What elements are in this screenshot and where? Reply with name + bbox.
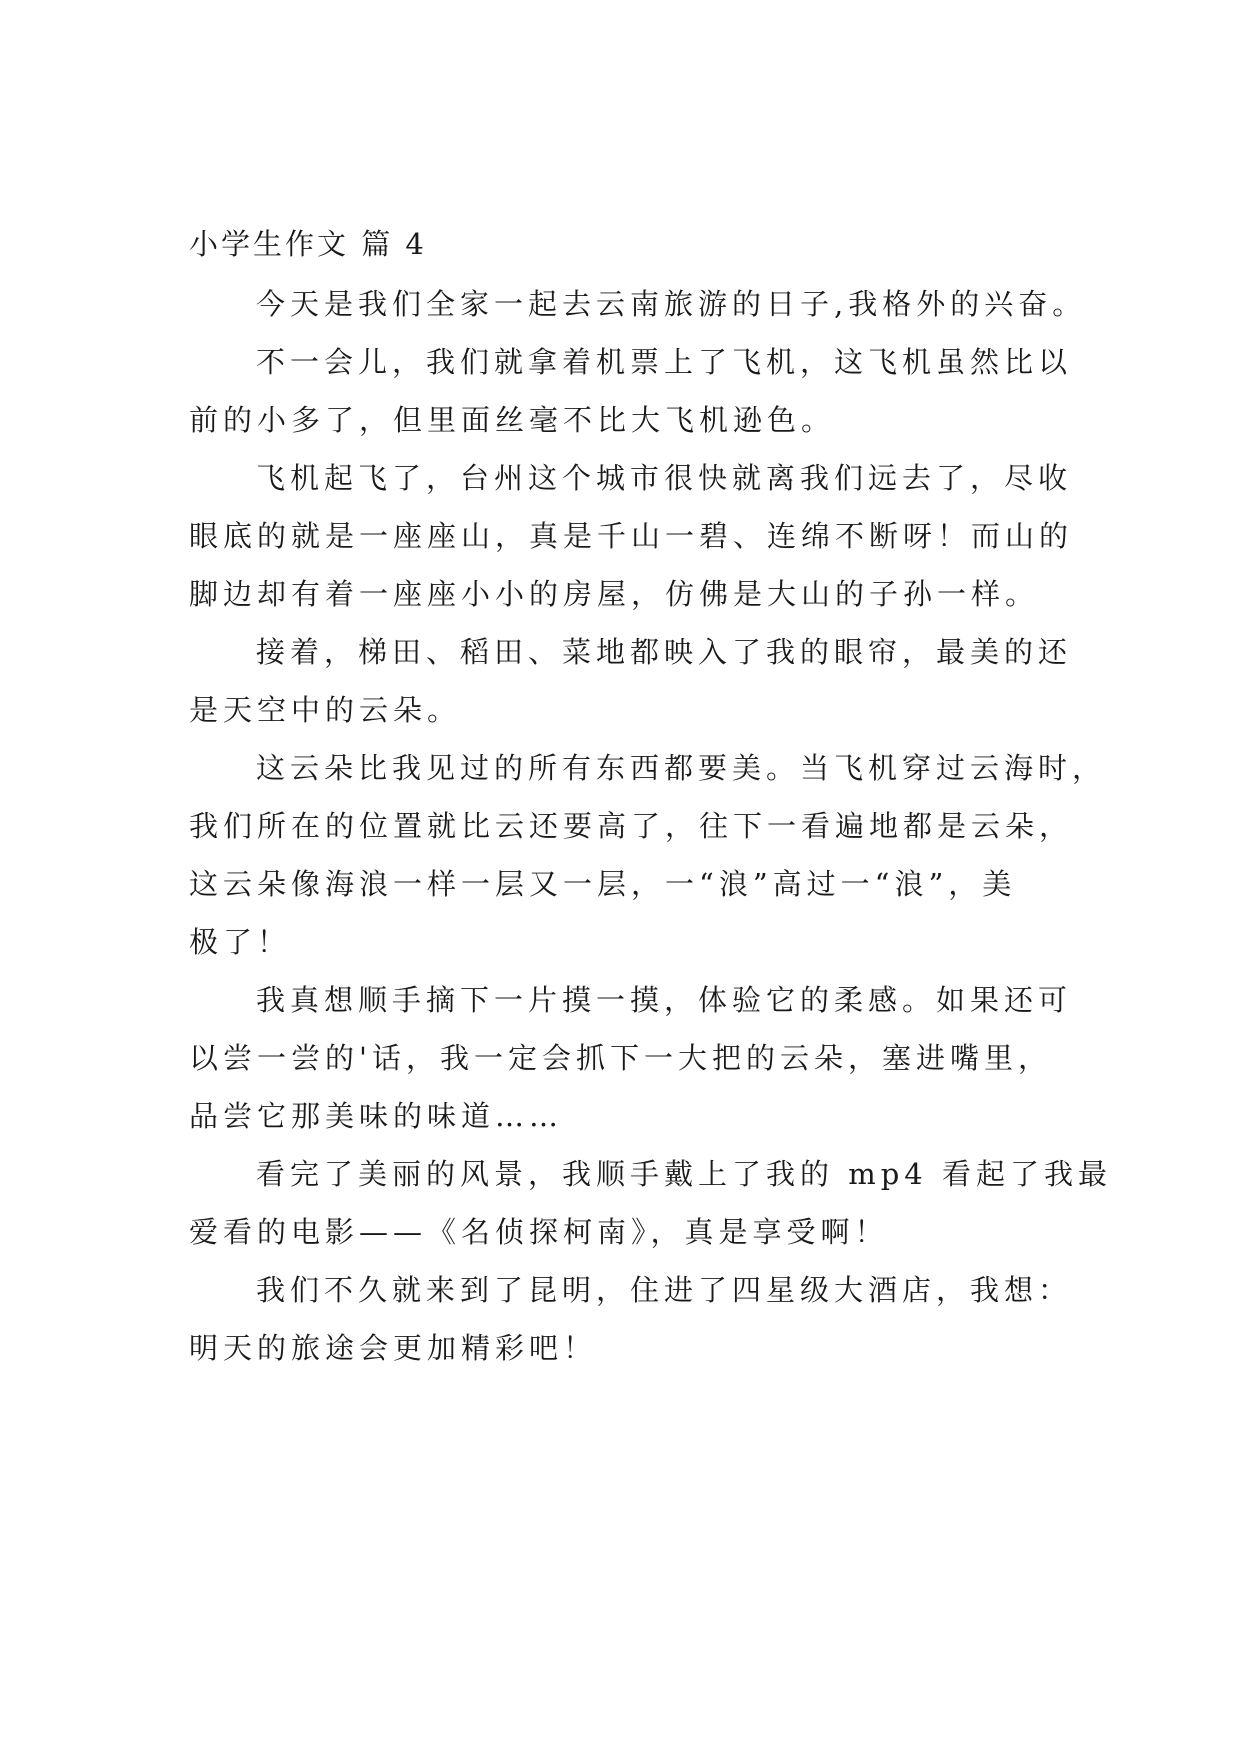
paragraph-line: 明天的旅途会更加精彩吧！ xyxy=(189,1331,598,1365)
document-title: 小学生作文 篇 4 xyxy=(189,227,427,261)
paragraph-line: 接着，梯田、稻田、菜地都映入了我的眼帘，最美的还 xyxy=(256,635,1073,669)
paragraph-line: 不一会儿，我们就拿着机票上了飞机，这飞机虽然比以 xyxy=(256,345,1073,379)
paragraph-line: 前的小多了，但里面丝毫不比大飞机逊色。 xyxy=(189,403,836,437)
paragraph-line: 以尝一尝的'话，我一定会抓下一大把的云朵，塞进嘴里， xyxy=(189,1041,1052,1075)
paragraph-line: 看完了美丽的风景，我顺手戴上了我的 mp4 看起了我最 xyxy=(256,1157,1112,1191)
paragraph-line: 爱看的电影——《名侦探柯南》，真是享受啊！ xyxy=(189,1215,889,1249)
paragraph-line: 品尝它那美味的味道…… xyxy=(189,1099,564,1133)
paragraph-line: 眼底的就是一座座山，真是千山一碧、连绵不断呀！而山的 xyxy=(189,519,1074,553)
paragraph-line: 这云朵像海浪一样一层又一层，一“浪”高过一“浪”，美 xyxy=(189,867,1017,901)
paragraph-line: 我们不久就来到了昆明，住进了四星级大酒店，我想： xyxy=(256,1273,1073,1307)
paragraph-line: 这云朵比我见过的所有东西都要美。当飞机穿过云海时， xyxy=(256,751,1107,785)
paragraph-line: 脚边却有着一座座小小的房屋，仿佛是大山的子孙一样。 xyxy=(189,577,1040,611)
paragraph-line: 极了！ xyxy=(189,925,292,959)
paragraph-line: 我真想顺手摘下一片摸一摸，体验它的柔感。如果还可 xyxy=(256,983,1073,1017)
paragraph-line: 我们所在的位置就比云还要高了，往下一看遍地都是云朵， xyxy=(189,809,1074,843)
paragraph-line: 今天是我们全家一起去云南旅游的日子,我格外的兴奋。 xyxy=(256,287,1087,321)
paragraph-line: 是天空中的云朵。 xyxy=(189,693,462,727)
paragraph-line: 飞机起飞了，台州这个城市很快就离我们远去了，尽收 xyxy=(256,461,1073,495)
